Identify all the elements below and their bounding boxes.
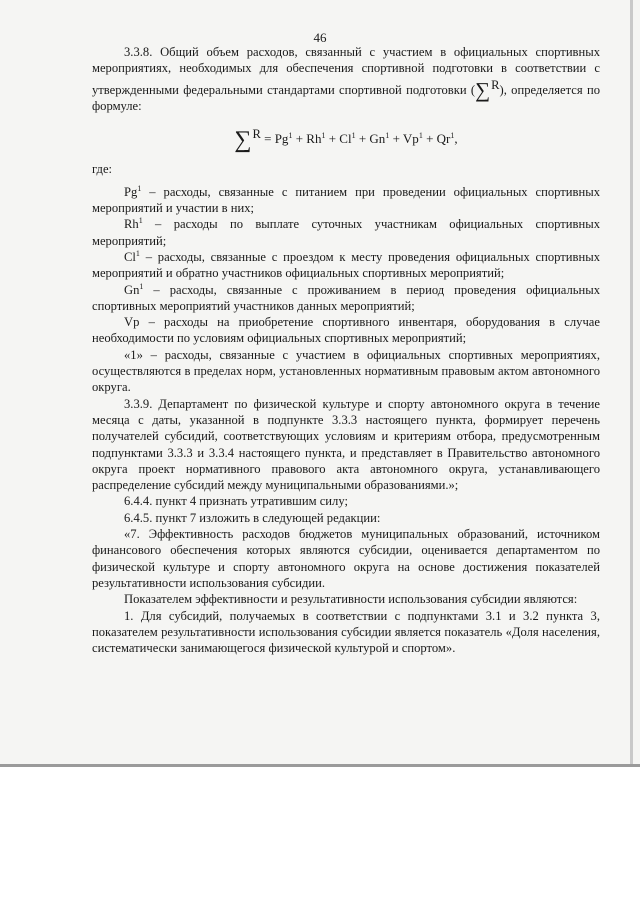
paragraph-3-3-8: 3.3.8. Общий объем расходов, связанный с участием в официальных спортивных мероприятиях, необходимых для обеспечения спортивной подготовки в соответствии с утвержденными федеральными стандартами спортивной подготовки (∑R), определяется по формуле: [92,45,601,113]
formula: $\sum R = Pg^1 + Rh^1 + Cl^1 + Gn^1 + Vp^1 + Qr^1$, [234,127,458,154]
sigma-symbol: ∑ [234,127,252,154]
paragraph-6-4-5: 6.4.5. пункт 7 изложить в следующей редакции: [124,510,381,525]
sigma-symbol: ∑ [475,77,491,102]
paragraph-6-4-4: 6.4.4. пункт 4 признать утратившим силу; [124,494,348,509]
document-body [92,44,600,656]
page-number: 46 [313,30,327,45]
scan-edge-bottom [0,764,640,767]
definition-cl: Cl$^1$ – расходы, связанные с проездом к месту проведения официальных спортивных мероприятий и обратно участников официальных спортивных мероприятий; [92,248,600,281]
where-label: где: [92,162,113,177]
paragraph-indicators: Показателем эффективности и результативности использования субсидии являются: [124,592,578,607]
paragraph-7: «7. Эффективность расходов бюджетов муниципальных образований, источником финансового обеспечения которых являются субсидии, оценивается департаментом по физической культуре и спорту автономного округа на основе достижения показателей результативности использования субсидии. [92,527,600,590]
paragraph-3-3-9: 3.3.9. Департамент по физической культуре и спорту автономного округа в течение месяца с даты, указанной в подпункте 3.3.3 настоящего пункта, формирует перечень получателей субсидий, соответствующих условиям и критериям отбора, предусмотренным подпунктами 3.3.3 и 3.3.4 настоящего пункта, и представляет в Правительство автономного округа проект нормативного правового акта автономного округа, устанавливающего распределение субсидий между муниципальными образованиями.»; [92,396,600,493]
definition-gn: Gn$^1$ – расходы, связанные с проживанием в период проведения официальных спортивных мероприятий участников данных мероприятий; [92,281,600,313]
definition-qr: «1» – расходы, связанные с участием в официальных спортивных мероприятиях, осуществляются в пределах норм, установленных нормативным правовым актом автономного округа. [92,347,600,395]
paragraph-indicator-1: 1. Для субсидий, получаемых в соответствии с подпунктами 3.1 и 3.2 пункта 3, показателем результативности использования субсидии является показатель «Доля населения, систематически занимающегося физической культурой и спортом». [92,608,600,656]
definition-rh: Rh$^1$ – расходы по выплате суточных участникам официальных спортивных мероприятий; [92,216,600,248]
definition-vp: Vp – расходы на приобретение спортивного инвентаря, оборудования в случае необходимости по условиям официальных спортивных мероприятий; [92,315,600,346]
definition-pg: Pg$^1$ – расходы, связанные с питанием при проведении официальных спортивных мероприятий и участии в них; [92,183,600,216]
scan-edge-right [630,0,633,766]
